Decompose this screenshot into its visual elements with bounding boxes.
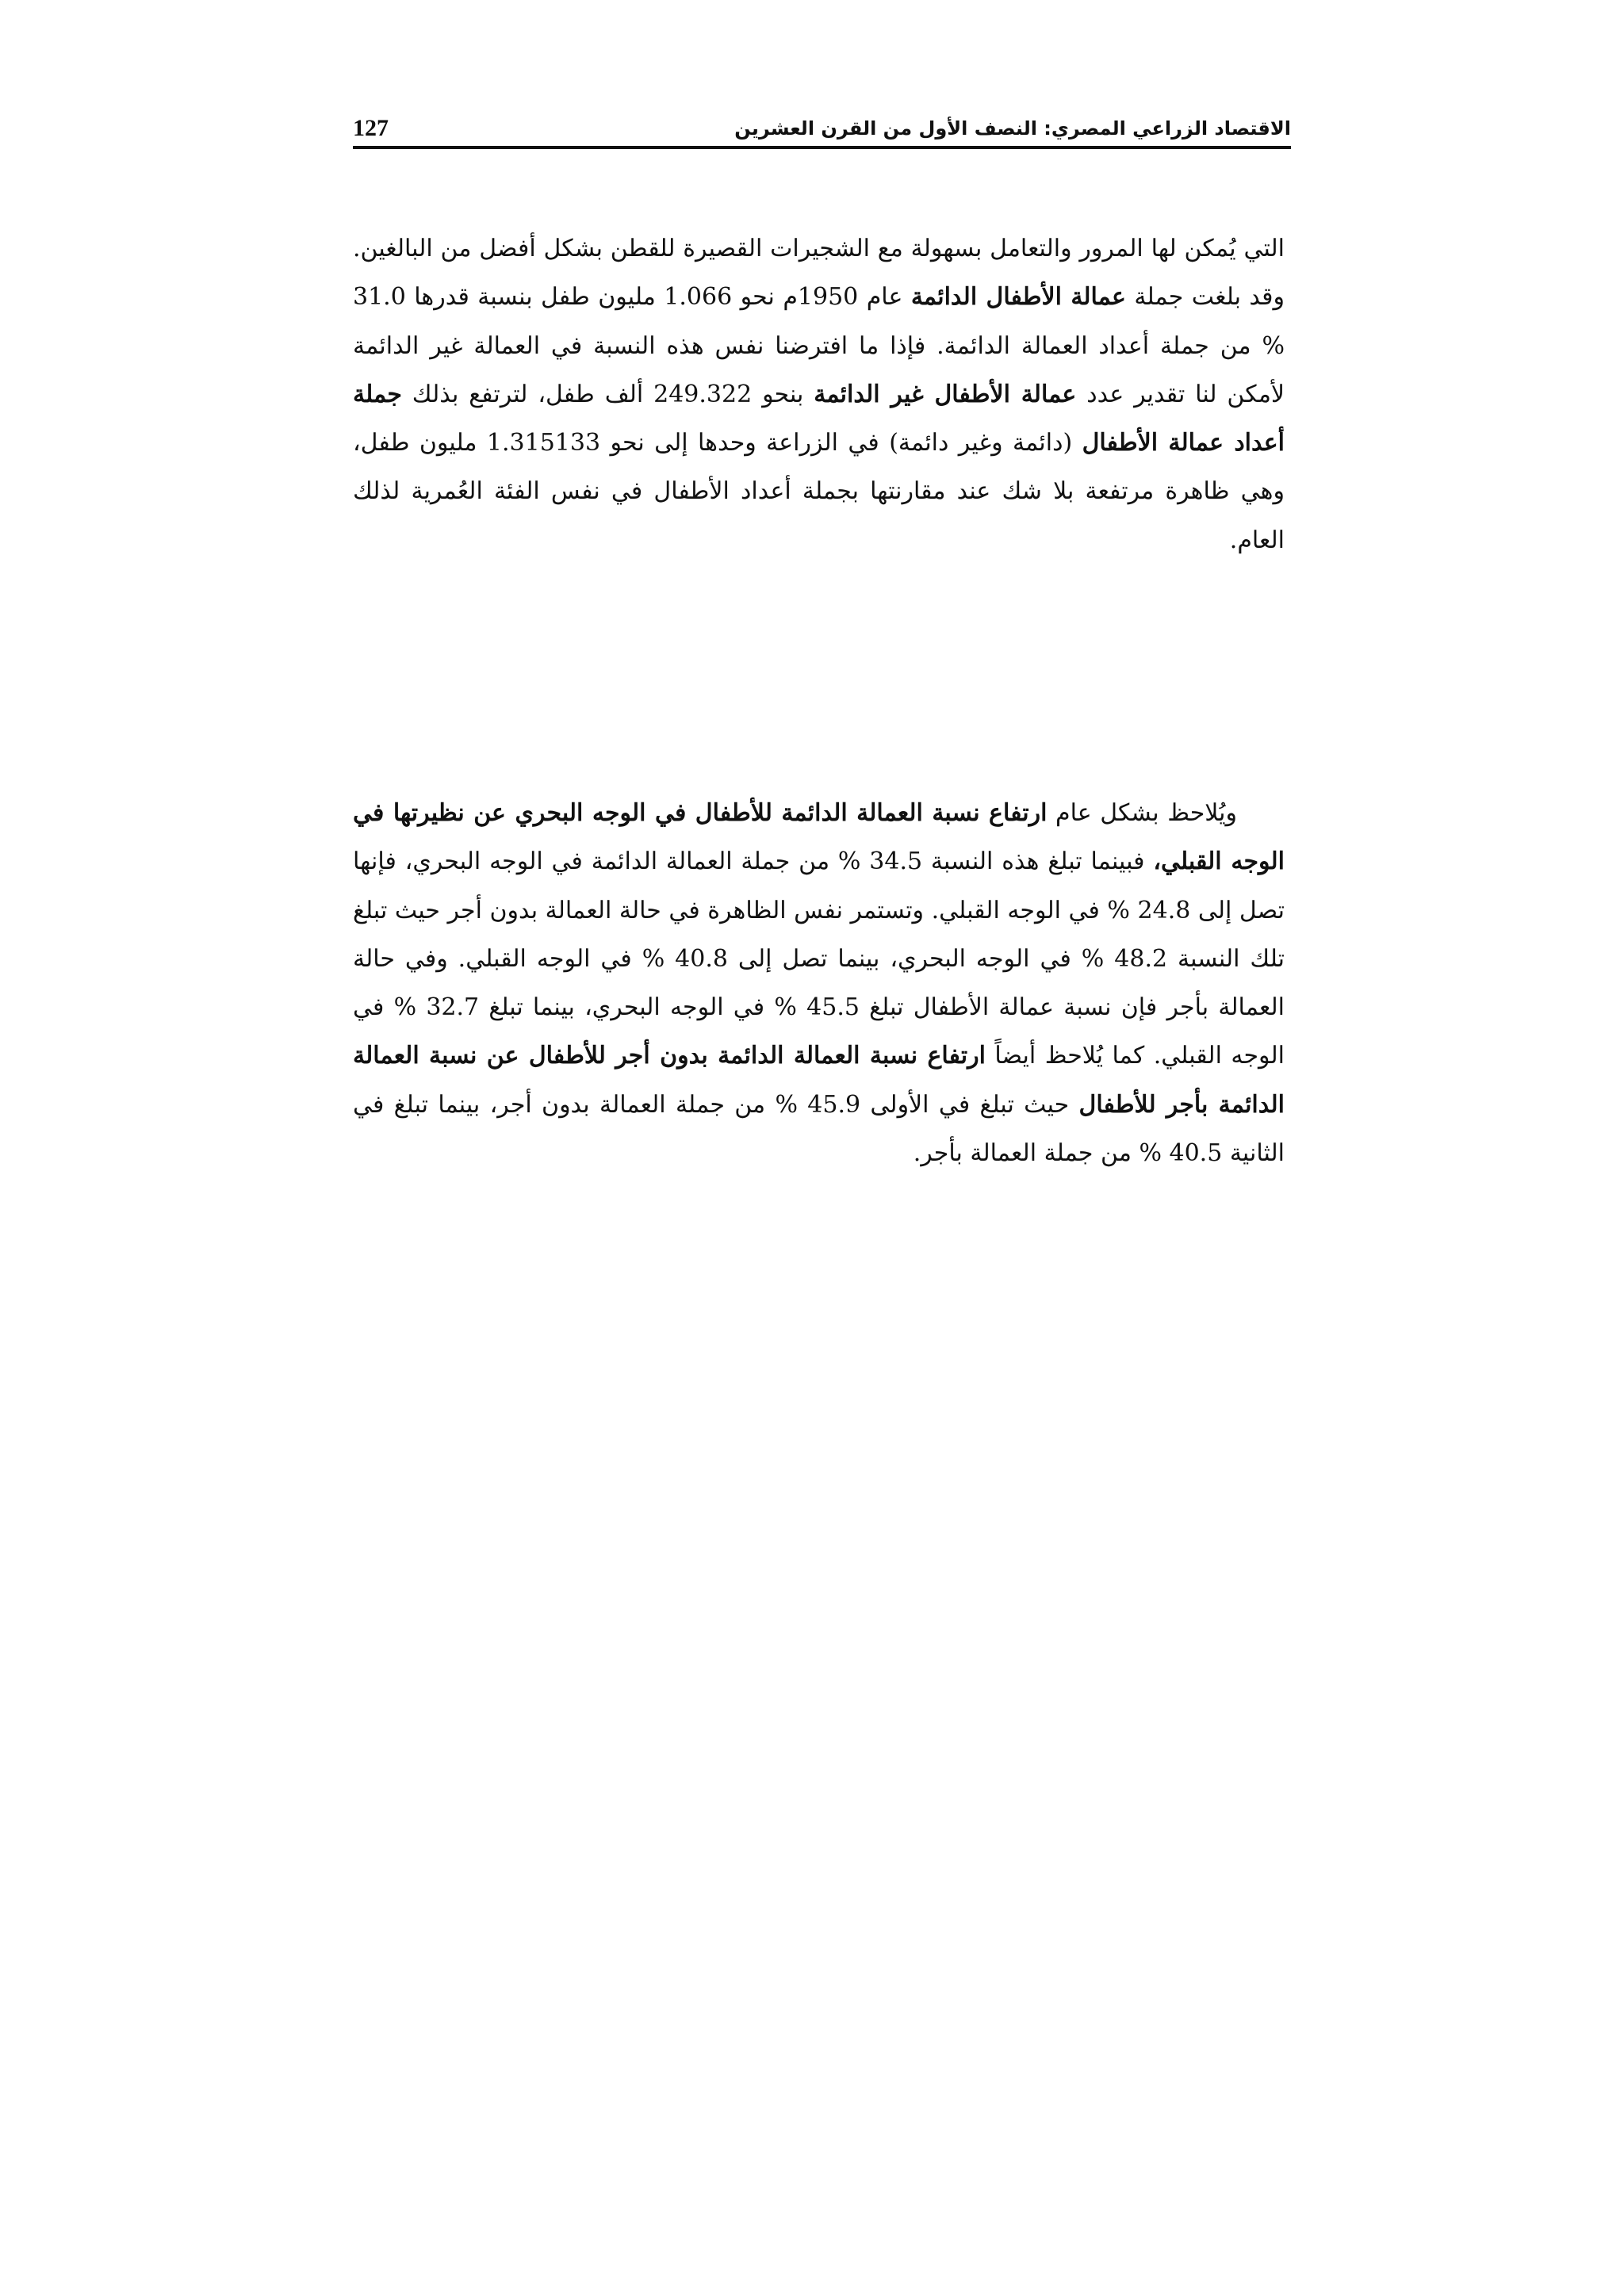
bold-text-segment: جملة أعداد عمالة الأطفال (353, 380, 1285, 457)
text-segment: بنحو 249.322 ألف طفل، لترتفع بذلك (401, 380, 814, 408)
text-segment: ويُلاحظ بشكل عام (1047, 799, 1237, 827)
text-segment: التي يُمكن لها المرور والتعامل بسهولة مع الشجيرات القصيرة للقطن بشكل أفضل من البالغين. وقد بلغت جملة (353, 235, 1285, 312)
text-segment: فبينما تبلغ هذه النسبة 34.5 % من جملة العمالة الدائمة في الوجه البحري، فإنها تصل إلى 24.8 % في الوجه القبلي. وتستمر نفس الظاهرة في حالة العمالة بدون أجر حيث تبلغ تلك النسبة 48.2 % في الوجه البحري، بينما تصل إلى 40.8 % في الوجه القبلي. وفي حالة العمالة بأجر فإن نسبة عمالة الأطفال تبلغ 45.5 % في الوجه البحري، بينما تبلغ 32.7 % في الوجه القبلي. كما يُلاحظ أيضاً (353, 848, 1285, 1070)
text-segment: حيث تبلغ في الأولى 45.9 % من جملة العمالة بدون أجر، بينما تبلغ في الثانية 40.5 % من جملة العمالة بأجر. (353, 1090, 1285, 1168)
text-segment: عام 1950م نحو 1.066 مليون طفل بنسبة قدرها 31.0 % من جملة أعداد العمالة الدائمة. فإذا ما افترضنا نفس هذه النسبة في العمالة غير الدائمة لأمكن لنا تقدير عدد (353, 283, 1285, 408)
bold-text-segment: عمالة الأطفال غير الدائمة (814, 380, 1077, 408)
paragraph-2-text (353, 789, 1285, 1177)
page-header (353, 105, 1291, 143)
running-title: الاقتصاد الزراعي المصري: النصف الأول من القرن العشرين (734, 117, 1291, 140)
bold-text-segment: ارتفاع نسبة العمالة الدائمة بدون أجر للأطفال عن نسبة العمالة الدائمة بأجر للأطفال (353, 1042, 1285, 1119)
header-rule (353, 146, 1291, 149)
paragraph-2 (353, 789, 1285, 1177)
bold-text-segment: ارتفاع نسبة العمالة الدائمة للأطفال في الوجه البحري عن نظيرتها في الوجه القبلي، (353, 799, 1285, 876)
page-number: 127 (353, 115, 389, 141)
text-segment: (دائمة وغير دائمة) في الزراعة وحدها إلى نحو 1.315133 مليون طفل، وهي ظاهرة مرتفعة بلا شك عند مقارنتها بجملة أعداد الأطفال في نفس الفئة العُمرية لذلك العام. (353, 429, 1285, 554)
bold-text-segment: عمالة الأطفال الدائمة (910, 283, 1126, 312)
paragraph-1-text (353, 224, 1285, 564)
paragraph-1 (353, 224, 1285, 564)
